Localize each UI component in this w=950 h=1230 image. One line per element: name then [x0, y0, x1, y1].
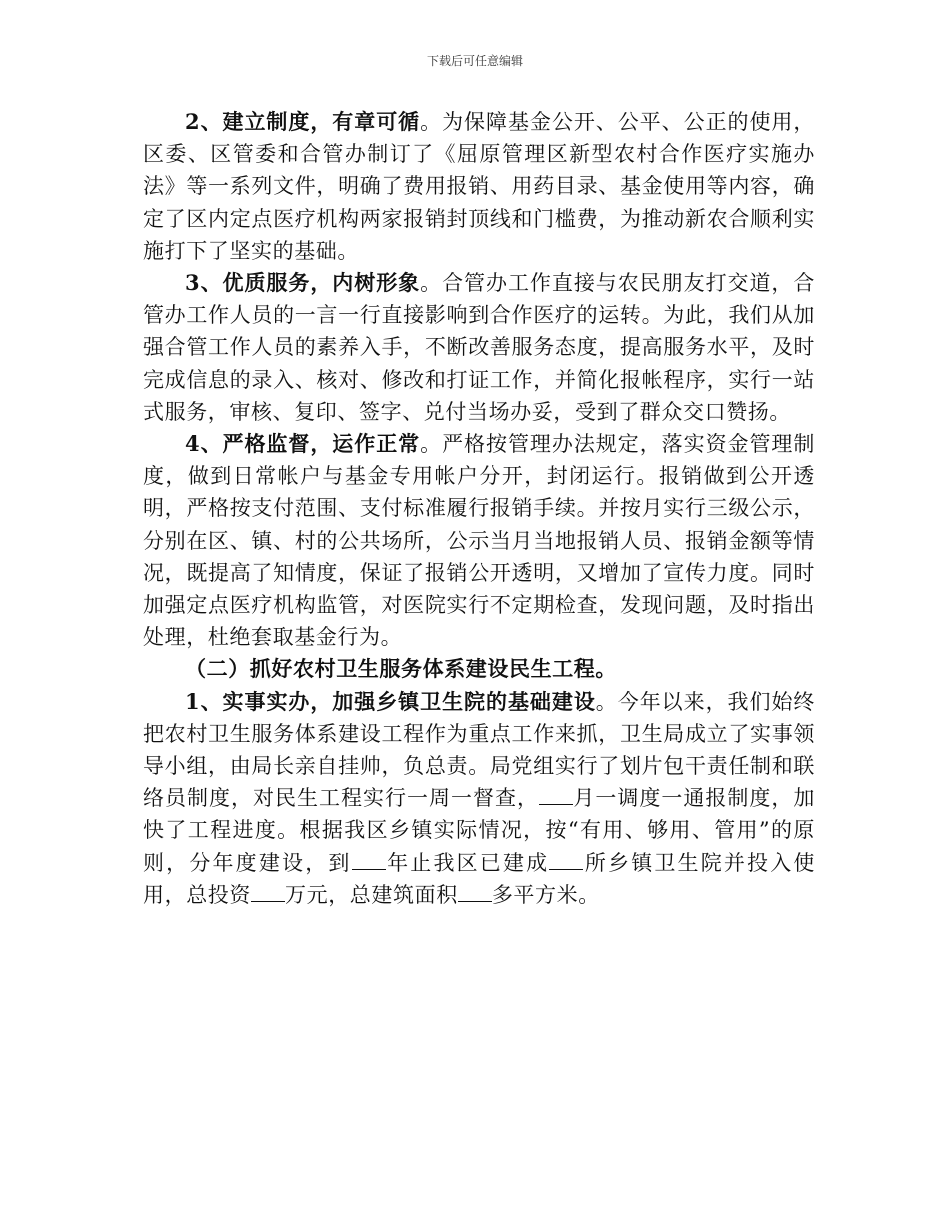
paragraph-text: 。严格按管理办法规定，落实资金管理制度，做到日常帐户与基金专用帐户分开，封闭运行。报销做到公开透明，严格按支付范围、支付标准履行报销手续。并按月实行三级公示，分别在区、镇、村的公共场所，公示当月当地报销人员、报销金额等情况，既提高了知情度，保证了报销公开透明，又增加了宣传力度。同时加强定点医疗机构监管，对医院实行不定期检查，发现问题，及时指出处理，杜绝套取基金行为。 — [143, 432, 815, 650]
paragraph-lead: 1、实事实办，加强乡镇卫生院的基础建设 — [185, 688, 596, 714]
fill-blank — [352, 851, 386, 870]
fill-blank — [539, 786, 573, 805]
paragraph-lead: 3、优质服务，内树形象 — [185, 270, 421, 296]
paragraph-text: 。合管办工作直接与农民朋友打交道，合管办工作人员的一言一行直接影响到合作医疗的运转。为此，我们从加强合管工作人员的素养入手，不断改善服务态度，提高服务水平，及时完成信息的录入、核对、修改和打证工作，并简化报帐程序，实行一站式服务，审核、复印、签字、兑付当场办妥，受到了群众交口赞扬。 — [143, 271, 815, 424]
paragraph-quality-service — [143, 267, 815, 428]
document-body — [143, 106, 815, 911]
paragraph-strict-supervision — [143, 428, 815, 653]
page-header: 下载后可任意编辑 — [426, 54, 523, 68]
paragraph-text: 万元，总建筑面积 — [285, 882, 458, 907]
paragraph-establish-system — [143, 106, 815, 267]
paragraph-text: 多平方米。 — [491, 882, 600, 907]
paragraph-text: 所乡镇卫生院并投入使用，总投资 — [143, 850, 815, 907]
section-heading: （二）抓好农村卫生服务体系建设民生工程。 — [185, 656, 617, 682]
paragraph-text: 月一调度一通报制度，加快了工程进度。根据我区乡镇实际情况，按“有用、够用、管用”的原则，分年度建设，到 — [143, 786, 815, 875]
fill-blank — [251, 883, 285, 902]
paragraph-lead: 4、严格监督，运作正常 — [185, 431, 421, 457]
fill-blank — [549, 851, 583, 870]
paragraph-lead: 2、建立制度，有章可循 — [185, 109, 421, 134]
paragraph-infrastructure — [143, 686, 815, 911]
fill-blank — [458, 883, 492, 902]
paragraph-text: 。为保障基金公开、公平、公正的使用，区委、区管委和合管办制订了《屈原管理区新型农村合作医疗实施办法》等一系列文件，明确了费用报销、用药目录、基金使用等内容，确定了区内定点医疗机构两家报销封顶线和门槛费，为推动新农合顺利实施打下了坚实的基础。 — [143, 110, 815, 263]
paragraph-text: 。今年以来，我们始终把农村卫生服务体系建设工程作为重点工作来抓，卫生局成立了实事领导小组，由局长亲自挂帅，负总责。局党组实行了划片包干责任制和联络员制度，对民生工程实行一周一督查， — [143, 689, 816, 811]
paragraph-text: 年止我区已建成 — [385, 850, 550, 875]
